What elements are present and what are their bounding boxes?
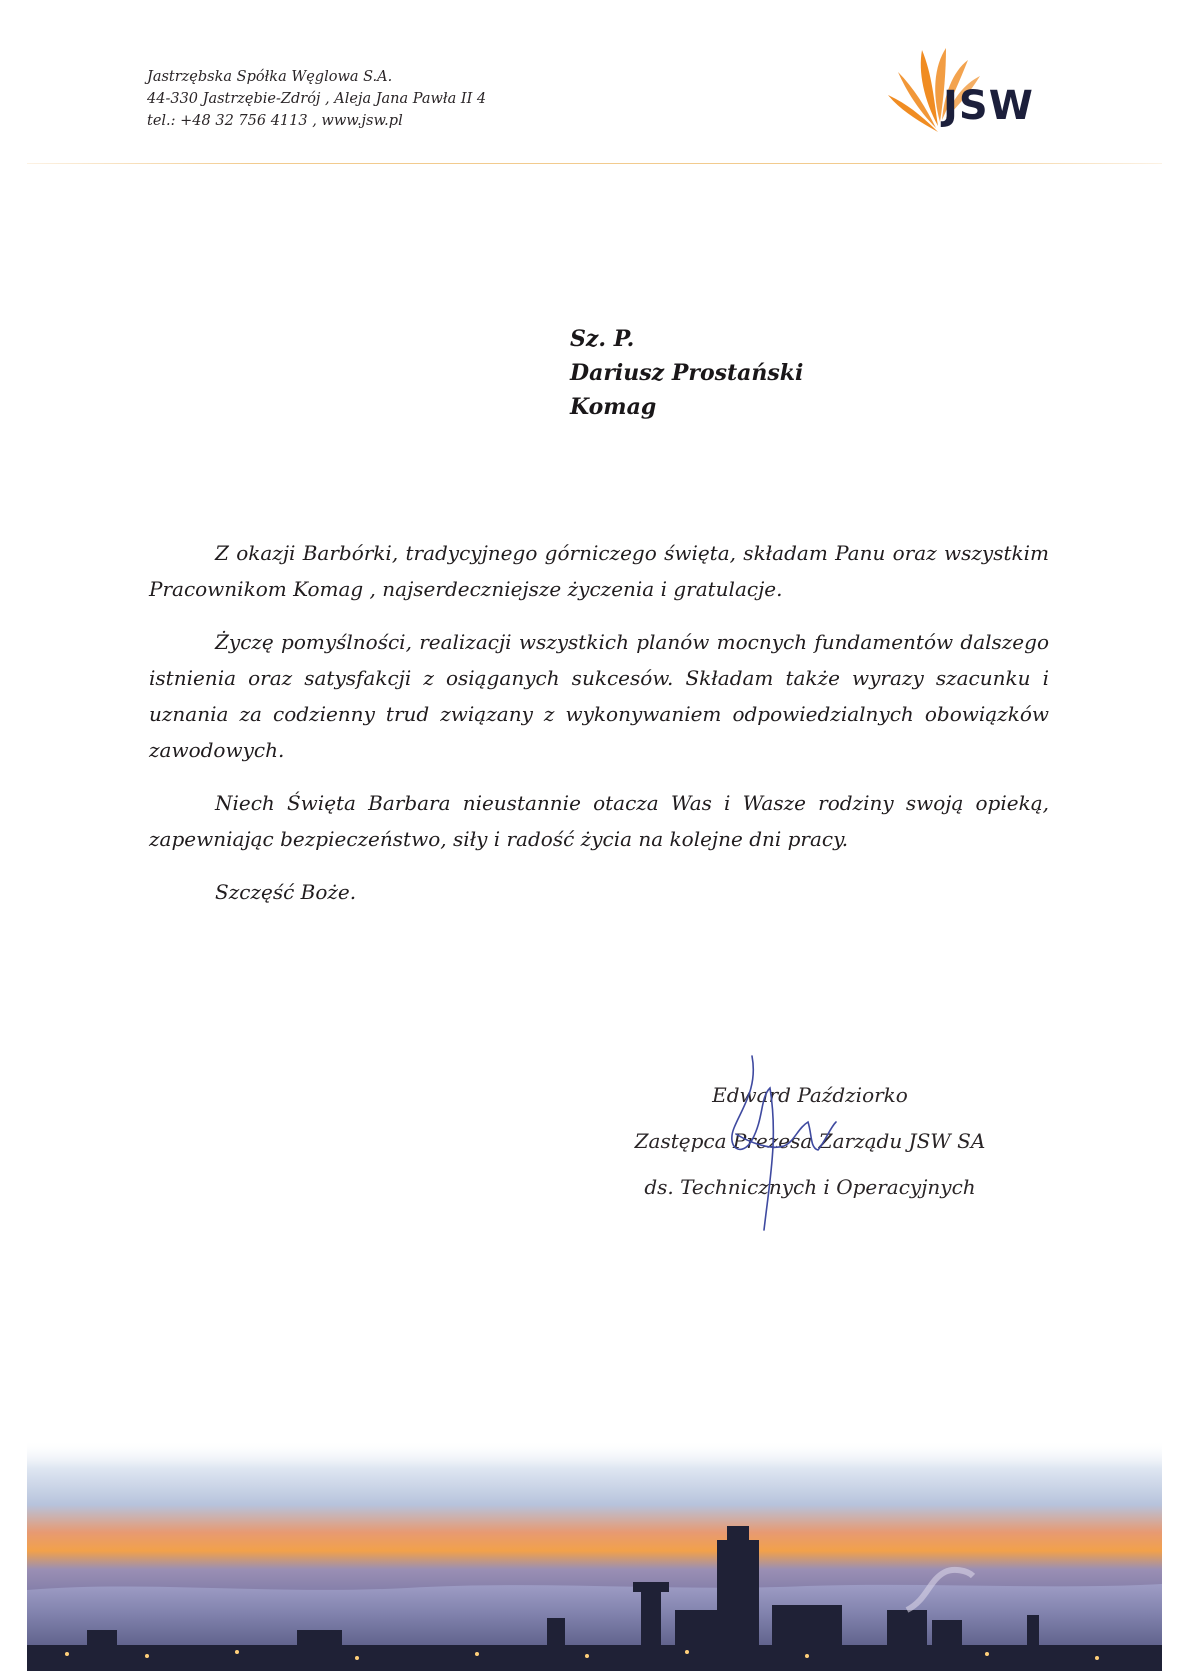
footer-skyline-image [27,1440,1162,1671]
recipient-organization: Komag [570,394,657,420]
letterhead [147,66,486,132]
header-divider [27,163,1162,164]
paragraph-wishes: Życzę pomyślności, realizacji wszystkich planów mocnych fundamentów dalszego istnienia oraz satysfakcji z osiąganych sukcesów. Składam także wyrazy szacunku i uznania za codzienny trud związany z wykonywaniem odpowiedzialnych obowiązków zawodowych. [149,630,1049,762]
signatory-department: ds. Technicznych i Operacyjnych [644,1175,976,1199]
salutation: Sz. P. [570,326,635,352]
handwritten-signature-icon [712,1048,912,1238]
recipient-name: Dariusz Prostański [570,360,804,386]
paragraph-greeting: Z okazji Barbórki, tradycyjnego górniczego święta, składam Panu oraz wszystkim Pracownikom Komag , najserdeczniejsze życzenia i gratulacje. [149,541,1049,601]
paragraph-blessing: Niech Święta Barbara nieustannie otacza Was i Wasze rodziny swoją opieką, zapewniając bezpieczeństwo, siły i radość życia na kolejne dni pracy. [149,791,1049,851]
company-address: 44-330 Jastrzębie-Zdrój , Aleja Jana Pawła II 4 [147,91,487,107]
company-contact: tel.: +48 32 756 4113 , www.jsw.pl [147,113,403,129]
company-name: Jastrzębska Spółka Węglowa S.A. [147,69,393,85]
logo-wordmark: JSW [943,83,1034,129]
signatory-title: Zastępca Prezesa Zarządu JSW SA [634,1129,986,1153]
signatory-name: Edward Paździorko [712,1083,908,1107]
addressee-block [570,322,803,424]
paragraph-closing: Szczęść Boże. [215,880,357,904]
letter-body [149,535,1049,910]
